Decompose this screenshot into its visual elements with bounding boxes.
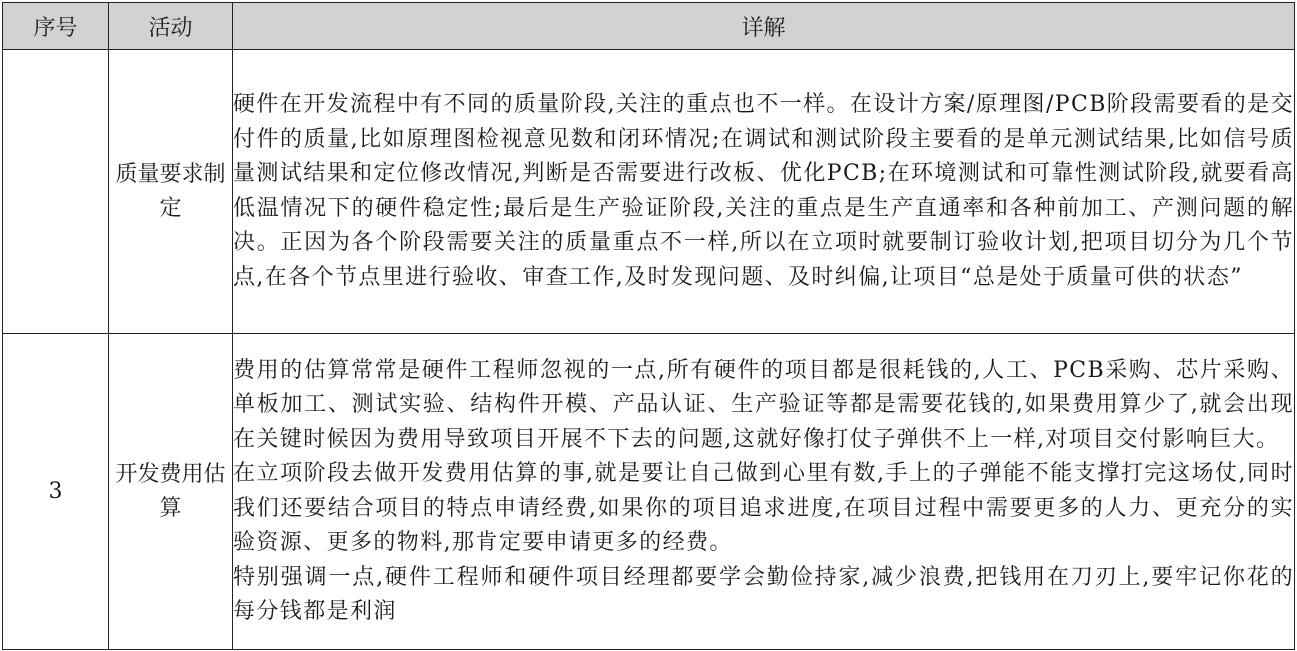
detail-paragraph: 在立项阶段去做开发费用估算的事,就是要让自己做到心里有数,手上的子弹能不能支撑打完这场仗,同时我们还要结合项目的特点申请经费,如果你的项目追求进度,在项目过程中需要更多的人力、更充分的实验资源、更多的物料,那肯定要申请更多的经费。 xyxy=(233,461,1294,555)
header-activity: 活动 xyxy=(109,3,233,50)
table-row xyxy=(3,334,1295,650)
detail-paragraph: 硬件在开发流程中有不同的质量阶段,关注的重点也不一样。在设计方案/原理图/PCB阶段需要看的是交付件的质量,比如原理图检视意见数和闭环情况;在调试和测试阶段主要看的是单元测试结果,比如信号质量测试结果和定位修改情况,判断是否需要进行改板、优化PCB;在环境测试和可靠性测试阶段,就要看高低温情况下的硬件稳定性;最后是生产验证阶段,关注的重点是生产直通率和各种前加工、产测问题的解决。正因为各个阶段需要关注的质量重点不一样,所以在立项时就要制订验收计划,把项目切分为几个节点,在各个节点里进行验收、审查工作,及时发现问题、及时纠偏,让项目“总是处于质量可供的状态” xyxy=(233,92,1294,290)
detail-cell xyxy=(233,334,1295,650)
header-detail: 详解 xyxy=(233,3,1295,50)
detail-cell xyxy=(233,50,1295,334)
activity-label: 开发费用估算 xyxy=(115,461,226,521)
detail-paragraph: 特别强调一点,硬件工程师和硬件项目经理都要学会勤俭持家,减少浪费,把钱用在刀刃上,要牢记你花的每分钱都是利润 xyxy=(233,564,1294,624)
activity-label: 质量要求制定 xyxy=(115,161,226,221)
header-no: 序号 xyxy=(3,3,109,50)
activity-cell xyxy=(109,334,233,650)
activity-table xyxy=(2,2,1295,650)
row-number: 3 xyxy=(3,334,109,650)
detail-paragraph: 费用的估算常常是硬件工程师忽视的一点,所有硬件的项目都是很耗钱的,人工、PCB采购、芯片采购、单板加工、测试实验、结构件开模、产品认证、生产验证等都是需要花钱的,如果费用算少了,就会出现在关键时候因为费用导致项目开展不下去的问题,这就好像打仗子弹供不上一样,对项目交付影响巨大。 xyxy=(233,357,1294,452)
activity-cell xyxy=(109,50,233,334)
table-header-row xyxy=(3,3,1295,50)
table-row xyxy=(3,50,1295,334)
row-number xyxy=(3,50,109,334)
